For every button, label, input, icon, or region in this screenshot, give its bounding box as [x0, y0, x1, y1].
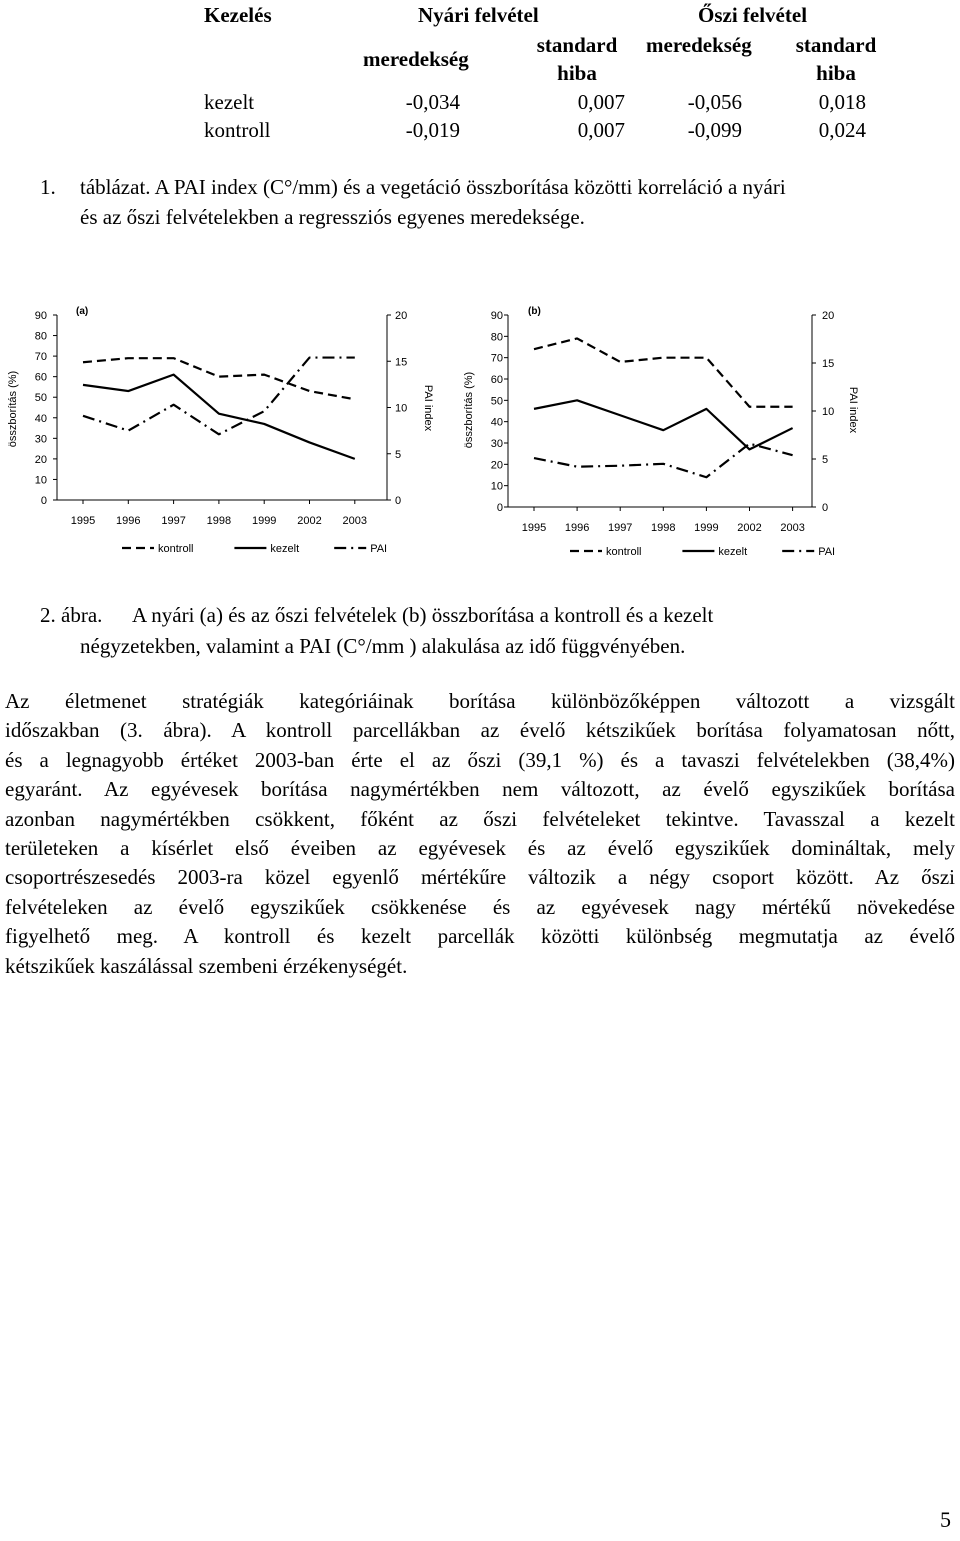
figure-charts	[0, 290, 960, 580]
paragraph-line: azonban nagymértékben csökkent, főként az őszi felvételeket tekintve. Tavasszal a kezelt	[5, 806, 955, 831]
series-line-kezelt	[534, 400, 793, 449]
figure-caption-label: 2. ábra.	[40, 603, 103, 627]
legend-label-kezelt: kezelt	[718, 546, 748, 558]
body-paragraph	[5, 687, 955, 981]
chart-a	[7, 306, 434, 555]
figure-caption-line1: A nyári (a) és az őszi felvételek (b) összborítása a kontroll és a kezelt	[132, 603, 714, 627]
y2-tick-label: 15	[395, 356, 408, 369]
paragraph-line: kétszikűek kaszálással szembeni érzékenységét.	[5, 953, 408, 978]
paragraph-line: felvételeken az évelő egyszikűek csökkenése és az egyévesek nagy mértékű növekedése	[5, 894, 955, 919]
header-summer-slope: meredekség	[363, 47, 469, 71]
series-line-kezelt	[83, 375, 355, 459]
row-summer-se: 0,007	[577, 118, 625, 142]
series-line-kontroll	[534, 338, 793, 406]
row-summer-slope: -0,019	[405, 118, 460, 142]
panel-label: (a)	[76, 306, 89, 317]
header-autumn-slope: meredekség	[646, 33, 752, 57]
y-tick-label: 10	[490, 480, 503, 493]
table-caption-line2: és az őszi felvételekben a regressziós egyenes meredeksége.	[80, 205, 585, 229]
y2-tick-label: 5	[395, 448, 402, 461]
y-tick-label: 40	[490, 416, 503, 429]
legend-label-kontroll: kontroll	[606, 546, 642, 558]
y2-axis-title: PAI index	[422, 384, 434, 432]
y-axis-title: összborítás (%)	[7, 370, 19, 448]
y2-tick-label: 0	[822, 502, 829, 514]
y2-tick-label: 10	[822, 406, 835, 418]
row-autumn-se: 0,018	[818, 90, 866, 114]
y-tick-label: 70	[490, 352, 503, 365]
series-line-pai	[534, 444, 793, 478]
x-tick-label: 1996	[564, 522, 590, 534]
paragraph-line: időszakban (3. ábra). A kontroll parcellákban az évelő kétszikűek borítása folyamatosan nőtt,	[5, 718, 955, 743]
y-tick-label: 70	[34, 351, 47, 364]
x-tick-label: 2003	[342, 515, 368, 527]
y-tick-label: 30	[34, 433, 47, 446]
y-tick-label: 0	[40, 495, 47, 507]
x-tick-label: 1998	[206, 515, 232, 527]
y-tick-label: 50	[490, 395, 503, 408]
y2-tick-label: 20	[822, 310, 835, 322]
y2-tick-label: 20	[395, 310, 408, 322]
y2-tick-label: 15	[822, 358, 835, 370]
legend-label-pai: PAI	[818, 546, 836, 558]
table-caption-line1: táblázat. A PAI index (C°/mm) és a vegetáció összborítása közötti korreláció a nyári	[80, 175, 786, 199]
y-tick-label: 80	[490, 331, 503, 344]
x-tick-label: 1995	[521, 522, 547, 534]
x-tick-label: 2003	[780, 522, 805, 534]
row-name: kontroll	[204, 118, 271, 142]
y2-tick-label: 10	[395, 402, 408, 415]
header-summer-se: standard hiba	[536, 33, 618, 85]
x-tick-label: 1999	[694, 522, 719, 534]
x-tick-label: 1995	[70, 515, 96, 527]
y-tick-label: 0	[496, 502, 503, 514]
row-summer-slope: -0,034	[405, 90, 460, 114]
x-tick-label: 2002	[737, 522, 762, 534]
page-number: 5	[940, 1507, 951, 1532]
panel-label: (b)	[528, 306, 541, 317]
y-tick-label: 60	[34, 371, 47, 384]
x-tick-label: 1999	[251, 515, 277, 527]
y-tick-label: 20	[490, 459, 503, 472]
header-autumn: Őszi felvétel	[698, 3, 808, 27]
y2-axis-title: PAI index	[847, 386, 859, 434]
y-tick-label: 40	[34, 412, 47, 425]
paragraph-line: területeken a kísérlet első éveiben az egyévesek és az évelő egyszikűek domináltak, mely	[5, 835, 955, 860]
chart-b	[463, 306, 859, 558]
x-tick-label: 1997	[607, 522, 633, 534]
x-tick-label: 2002	[297, 515, 322, 527]
y-tick-label: 20	[34, 453, 47, 466]
table-caption-number: 1.	[40, 175, 56, 199]
paragraph-line: és a legnagyobb értéket 2003-ban érte el az őszi (39,1 %) és a tavaszi felvételekben (38,4%)	[5, 747, 955, 772]
row-name: kezelt	[204, 90, 255, 114]
y-tick-label: 30	[490, 438, 503, 450]
legend-label-pai: PAI	[370, 543, 388, 555]
paragraph-line: figyelhető meg. A kontroll és kezelt parcellák közötti különbség megmutatja az évelő	[5, 924, 955, 949]
legend-label-kezelt: kezelt	[270, 543, 300, 555]
row-summer-se: 0,007	[577, 90, 625, 114]
x-tick-label: 1998	[651, 522, 676, 534]
header-treatment: Kezelés	[204, 3, 272, 27]
series-line-pai	[83, 358, 355, 435]
y-axis-title: összborítás (%)	[463, 371, 475, 449]
y2-tick-label: 5	[822, 454, 829, 466]
x-tick-label: 1996	[116, 515, 141, 527]
header-autumn-se: standard hiba	[795, 33, 877, 85]
row-autumn-slope: -0,099	[687, 118, 742, 142]
figure-caption-line2: négyzetekben, valamint a PAI (C°/mm ) alakulása az idő függvényében.	[80, 634, 686, 658]
paragraph-line: egyaránt. Az egyévesek borítása nagymértékben nem változott, az évelő egyszikűek borítása	[5, 777, 955, 802]
y-tick-label: 50	[34, 392, 47, 405]
row-autumn-slope: -0,056	[687, 90, 742, 114]
row-autumn-se: 0,024	[818, 118, 866, 142]
y-tick-label: 60	[490, 374, 503, 386]
y2-tick-label: 0	[395, 495, 402, 507]
y-tick-label: 10	[34, 474, 47, 487]
y-tick-label: 80	[34, 330, 47, 343]
series-line-kontroll	[83, 358, 355, 399]
x-tick-label: 1997	[161, 515, 186, 527]
paragraph-line: Az életmenet stratégiák kategóriáinak borítása különbözőképpen változott a vizsgált	[5, 689, 955, 713]
paragraph-line: csoportrészesedés 2003-ra közel egyenlő mértékűre változik a négy csoport között. Az őszi	[5, 865, 955, 890]
legend-label-kontroll: kontroll	[158, 543, 194, 555]
y-tick-label: 90	[490, 310, 503, 322]
header-summer: Nyári felvétel	[418, 3, 539, 27]
y-tick-label: 90	[34, 310, 47, 322]
